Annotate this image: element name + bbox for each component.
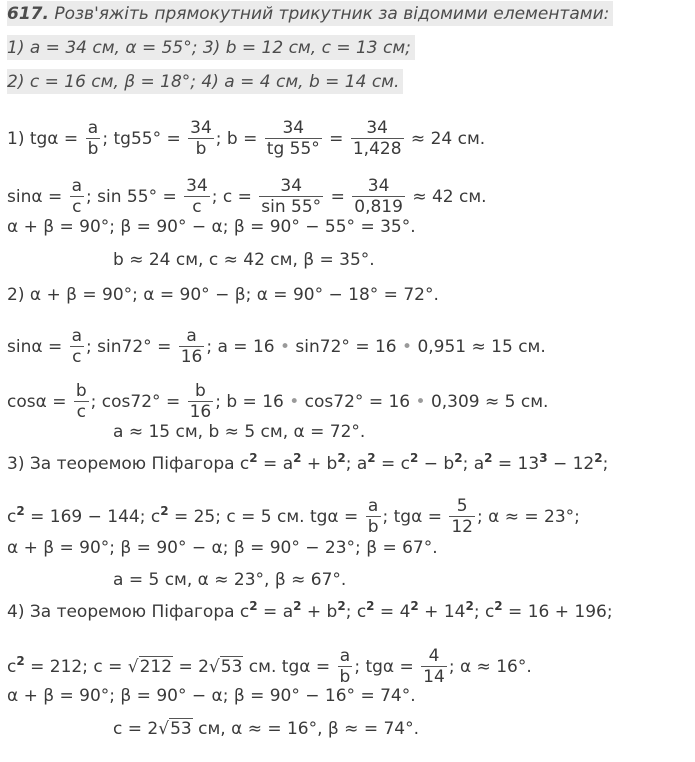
exponent: 2: [410, 451, 419, 465]
numerator: 34: [282, 118, 305, 138]
text-segment: ; tgα =: [354, 656, 420, 677]
fraction: [421, 646, 447, 688]
exponent: 2: [366, 599, 375, 613]
text-segment: ≈ 24 см.: [405, 128, 486, 149]
text-segment: + 14: [418, 602, 466, 622]
text-segment: a ≈ 15 см, b ≈ 5 см, α = 72°.: [113, 422, 366, 442]
text-segment: ; c =: [211, 186, 258, 207]
denominator: 16: [189, 402, 212, 423]
denominator: 1,428: [352, 139, 402, 160]
text-segment: ; tg55° =: [102, 128, 187, 149]
numerator: a: [367, 496, 379, 516]
text-segment: = 2: [173, 656, 209, 677]
text-segment: α + β = 90°; β = 90° − α; β = 90° − 55° = 35°.: [7, 217, 416, 237]
text-segment: 3) За теоремою Піфагора c: [7, 454, 250, 474]
denominator: b: [87, 139, 99, 160]
exponent: 2: [594, 451, 603, 465]
solution-line: [7, 451, 609, 474]
fraction: [179, 326, 205, 368]
text-segment: ; b = 16: [215, 391, 290, 412]
text-segment: ; α ≈ 16°.: [448, 656, 532, 677]
square-root: [209, 656, 243, 677]
text-segment: c: [7, 506, 17, 527]
exponent: 2: [454, 451, 463, 465]
fraction: [184, 176, 210, 218]
exponent: 2: [465, 599, 474, 613]
exponent: 2: [249, 599, 258, 613]
task-number: 617.: [7, 4, 49, 24]
fraction: [188, 118, 214, 160]
text-segment: ; a: [462, 454, 485, 474]
radicand: 53: [170, 719, 192, 739]
denominator: sin 55°: [261, 197, 322, 218]
solution-line: [7, 646, 532, 688]
text-segment: ; a: [345, 454, 368, 474]
exponent: 2: [16, 653, 25, 668]
solution-line: [7, 219, 416, 236]
solution-line: [7, 287, 439, 304]
fraction: [449, 496, 475, 538]
text-segment: c: [7, 656, 17, 677]
text-segment: cos72° = 16: [299, 391, 416, 412]
text-segment: ; α ≈ = 23°;: [477, 506, 580, 527]
text-segment: ; sin 55° =: [86, 186, 183, 207]
solution-line: [7, 381, 548, 423]
text-segment: = a: [257, 454, 294, 474]
numerator: 34: [186, 176, 208, 196]
fraction: [351, 118, 404, 160]
text-segment: ; c: [345, 602, 367, 622]
task-header: [7, 1, 613, 26]
text-segment: = 4: [374, 602, 411, 622]
numerator: a: [71, 326, 83, 346]
text-segment: ; c: [473, 602, 495, 622]
exponent: 2: [16, 503, 25, 518]
solution-line: [7, 599, 613, 622]
solution-line: [7, 118, 485, 160]
text-segment: =: [325, 186, 351, 207]
denominator: 14: [423, 667, 445, 688]
numerator: 34: [366, 118, 388, 138]
text-segment: ;: [602, 454, 609, 474]
fraction: [74, 381, 89, 423]
solution-line: [113, 572, 346, 589]
text-segment: 0,309 ≈ 5 см.: [425, 391, 549, 412]
fraction: [259, 176, 323, 218]
fraction: [366, 496, 381, 538]
exponent: 2: [249, 451, 258, 465]
task-conditions-line-2: [7, 74, 403, 91]
text-segment: ≈ 42 см.: [406, 186, 487, 207]
fraction: [352, 176, 405, 218]
text-segment: = 212; c =: [24, 656, 128, 677]
fraction: [70, 176, 84, 218]
text-segment: + b: [301, 454, 338, 474]
text-segment: ; tgα =: [382, 506, 448, 527]
fraction: [188, 381, 214, 423]
denominator: 0,819: [354, 197, 403, 218]
text-segment: 0,951 ≈ 15 см.: [412, 336, 546, 357]
numerator: a: [186, 326, 197, 346]
square-root: [158, 718, 192, 739]
fraction: [70, 326, 84, 368]
denominator: c: [70, 196, 84, 217]
numerator: a: [71, 176, 83, 196]
text-segment: sin72° = 16: [290, 336, 403, 357]
denominator: c: [70, 346, 84, 367]
text-segment: sinα =: [7, 336, 68, 357]
denominator: b: [188, 138, 214, 159]
task-conditions-line-1: [7, 40, 415, 57]
solution-line: [113, 252, 375, 269]
radicand: 212: [139, 656, 173, 677]
fraction: [86, 118, 101, 160]
text-segment: α + β = 90°; β = 90° − α; β = 90° − 16° = 74°.: [7, 686, 416, 706]
text-segment: a = 5 см, α ≈ 23°, β ≈ 67°.: [113, 570, 347, 590]
text-segment: = 169 − 144; c: [24, 506, 161, 527]
task-conditions-2: 2) c = 16 см, β = 18°; 4) a = 4 см, b = 14 см.: [7, 69, 403, 94]
text-segment: см. tgα =: [243, 656, 336, 677]
solution-line: [7, 326, 546, 368]
solution-line: [7, 176, 487, 218]
fraction: [338, 646, 353, 688]
solution-line: [113, 721, 419, 738]
radical-sign: √: [208, 656, 220, 677]
denominator: c: [184, 196, 210, 217]
text-segment: = 25; c = 5 см. tgα =: [168, 506, 364, 527]
multiply-dot: •: [280, 336, 291, 357]
numerator: b: [75, 381, 87, 401]
numerator: 34: [280, 176, 303, 196]
numerator: 34: [367, 176, 390, 196]
exponent: 2: [410, 599, 419, 613]
text-segment: sinα =: [7, 186, 68, 207]
text-segment: α + β = 90°; β = 90° − α; β = 90° − 23°; β = 67°.: [7, 538, 438, 558]
exponent: 2: [337, 599, 346, 613]
text-segment: + b: [301, 602, 338, 622]
denominator: c: [74, 401, 89, 422]
numerator: 5: [456, 496, 468, 516]
multiply-dot: •: [402, 336, 413, 357]
text-segment: − 12: [547, 454, 595, 474]
text-segment: =: [323, 128, 349, 149]
exponent: 2: [160, 503, 169, 518]
exponent: 2: [293, 599, 302, 613]
exponent: 2: [293, 451, 302, 465]
text-segment: ; cos72° =: [90, 391, 186, 412]
text-segment: ; a = 16: [206, 336, 280, 357]
text-segment: c = 2: [113, 719, 159, 739]
text-segment: 2) α + β = 90°; α = 90° − β; α = 90° − 18° = 72°.: [7, 285, 439, 305]
radicand: 53: [220, 656, 243, 677]
solution-line: [113, 424, 365, 441]
task-title: Розв'яжіть прямокутний трикутник за відомими елементами:: [54, 4, 610, 24]
text-segment: = a: [257, 602, 294, 622]
exponent: 2: [337, 451, 346, 465]
text-segment: 1) tgα =: [7, 128, 84, 149]
text-segment: b ≈ 24 см, c ≈ 42 см, β = 35°.: [113, 250, 375, 270]
exponent: 2: [494, 599, 503, 613]
numerator: 34: [190, 118, 212, 138]
solution-line: [7, 496, 580, 538]
denominator: b: [339, 667, 351, 688]
denominator: tg 55°: [266, 139, 320, 160]
numerator: a: [87, 118, 99, 138]
text-segment: ; b =: [215, 128, 263, 149]
text-segment: 4) За теоремою Піфагора c: [7, 602, 250, 622]
multiply-dot: •: [289, 391, 300, 412]
text-segment: = 13: [492, 454, 540, 474]
text-segment: cosα =: [7, 391, 72, 412]
denominator: b: [367, 517, 379, 538]
task-conditions-1: 1) a = 34 см, α = 55°; 3) b = 12 см, c = 13 см;: [7, 35, 415, 60]
text-segment: = 16 + 196;: [502, 602, 613, 622]
solution-line: [7, 688, 416, 705]
numerator: 4: [428, 646, 440, 666]
task-header-line: [7, 6, 613, 23]
fraction: [265, 118, 322, 160]
exponent: 2: [367, 451, 376, 465]
text-segment: = c: [375, 454, 411, 474]
text-segment: см, α ≈ = 16°, β ≈ = 74°.: [192, 719, 420, 739]
radical-sign: √: [127, 656, 139, 677]
numerator: a: [339, 646, 351, 666]
denominator: 12: [451, 517, 473, 538]
square-root: [128, 656, 173, 677]
exponent: 3: [539, 451, 548, 465]
denominator: 16: [180, 347, 203, 368]
numerator: b: [195, 381, 206, 401]
multiply-dot: •: [415, 391, 426, 412]
text-segment: ; sin72° =: [86, 336, 177, 357]
exponent: 2: [484, 451, 493, 465]
solution-line: [7, 540, 438, 557]
text-segment: − b: [418, 454, 455, 474]
radical-sign: √: [158, 719, 170, 739]
